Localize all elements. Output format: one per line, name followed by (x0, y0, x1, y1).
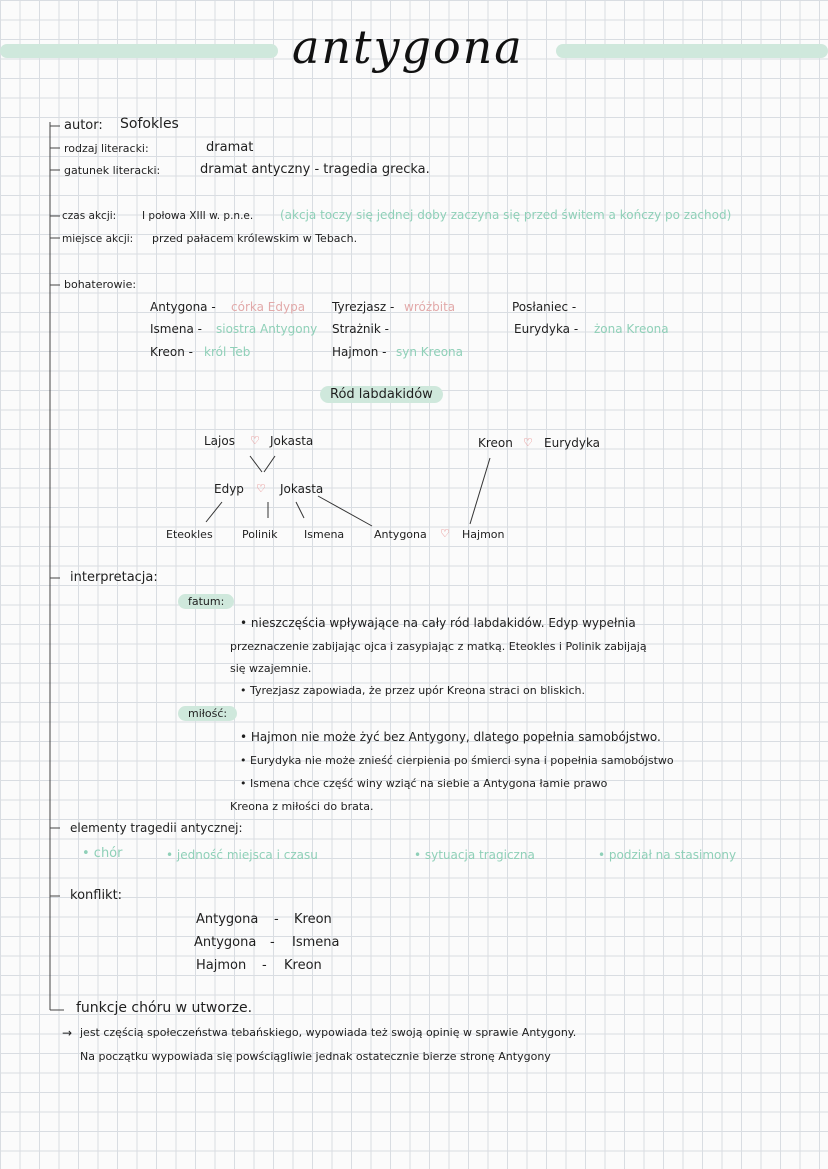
bohaterowie-label: bohaterowie: (64, 278, 137, 291)
fatum-line: przeznaczenie zabijając ojca i zasypiając z matką. Eteokles i Polinik zabijają (230, 640, 647, 653)
character-name: Hajmon - (332, 345, 387, 359)
fatum-line: się wzajemnie. (230, 662, 312, 675)
miejsce-label: miejsce akcji: (62, 233, 134, 245)
character-name: Kreon - (150, 345, 194, 359)
tree-polinik: Polinik (242, 528, 278, 541)
elementy-label: elementy tragedii antycznej: (70, 821, 243, 835)
character-name: Eurydyka - (514, 322, 579, 336)
elementy-item: • sytuacja tragiczna (414, 848, 535, 862)
fatum-label: fatum: (178, 594, 234, 609)
tree-antygona: Antygona (374, 528, 427, 541)
tree-hajmon: Hajmon (462, 528, 505, 541)
konflikt-right: Kreon (294, 912, 332, 927)
czas-label: czas akcji: (62, 210, 117, 222)
milosc-line: Kreona z miłości do brata. (230, 800, 374, 813)
character-desc: żona Kreona (594, 322, 669, 336)
konflikt-dash: - (270, 935, 275, 950)
tree-eteokles: Eteokles (166, 528, 213, 541)
milosc-line: • Ismena chce część winy wziąć na siebie a Antygona łamie prawo (240, 777, 608, 790)
tree-lajos: Lajos (204, 434, 235, 448)
elementy-item: • jedność miejsca i czasu (166, 848, 318, 862)
fatum-line: • nieszczęścia wpływające na cały ród labdakidów. Edyp wypełnia (240, 616, 636, 630)
konflikt-right: Ismena (292, 935, 340, 950)
character-desc: syn Kreona (396, 345, 463, 359)
milosc-line: • Eurydyka nie może znieść cierpienia po śmierci syna i popełnia samobójstwo (240, 754, 674, 767)
konflikt-left: Hajmon (196, 958, 247, 973)
character-name: Tyrezjasz - (332, 300, 395, 314)
fatum-line: • Tyrezjasz zapowiada, że przez upór Kreona straci on bliskich. (240, 684, 585, 697)
tree-edyp: Edyp (214, 482, 244, 496)
rod-title: Ród labdakidów (320, 386, 443, 403)
miejsce-value: przed pałacem królewskim w Tebach. (152, 232, 358, 245)
elementy-item: • chór (82, 846, 123, 861)
gatunek-value: dramat antyczny - tragedia grecka. (200, 162, 430, 177)
tree-jokasta-2: Jokasta (280, 482, 324, 496)
milosc-line: • Hajmon nie może żyć bez Antygony, dlatego popełnia samobójstwo. (240, 730, 661, 744)
interpretacja-label: interpretacja: (70, 570, 158, 585)
konflikt-label: konflikt: (70, 888, 123, 903)
czas-note: (akcja toczy się jednej doby zaczyna się przed świtem a kończy po zachod) (280, 208, 732, 222)
gatunek-label: gatunek literacki: (64, 164, 161, 177)
funkcje-label: funkcje chóru w utworze. (76, 1000, 253, 1016)
character-name: Posłaniec - (512, 300, 577, 314)
character-name: Ismena - (150, 322, 202, 336)
character-name: Antygona - (150, 300, 216, 314)
character-desc: siostra Antygony (216, 322, 318, 336)
tree-kreon: Kreon (478, 436, 513, 450)
page-title: antygona (292, 20, 524, 74)
konflikt-dash: - (262, 958, 267, 973)
konflikt-right: Kreon (284, 958, 322, 973)
konflikt-dash: - (274, 912, 279, 927)
rodzaj-value: dramat (206, 140, 254, 155)
elementy-item: • podział na stasimony (598, 848, 737, 862)
heart-icon: ♡ (523, 436, 533, 449)
autor-label: autor: (64, 118, 103, 133)
character-desc: król Teb (204, 345, 251, 359)
funkcje-line-1: jest częścią społeczeństwa tebańskiego, wypowiada też swoją opinię w sprawie Antygony. (80, 1026, 577, 1039)
heart-icon: ♡ (440, 527, 450, 540)
autor-value: Sofokles (120, 116, 179, 132)
tree-ismena: Ismena (304, 528, 345, 541)
konflikt-left: Antygona (194, 935, 257, 950)
character-name: Strażnik - (332, 322, 389, 336)
milosc-label: miłość: (178, 706, 237, 721)
tree-eurydyka: Eurydyka (544, 436, 601, 450)
funkcje-line-2: Na początku wypowiada się powściągliwie jednak ostatecznie bierze stronę Antygony (80, 1050, 551, 1063)
konflikt-left: Antygona (196, 912, 259, 927)
czas-value: I połowa XIII w. p.n.e. (142, 210, 254, 222)
rodzaj-label: rodzaj literacki: (64, 142, 149, 155)
character-desc: córka Edypa (231, 300, 306, 314)
arrow-icon: → (62, 1026, 73, 1040)
tree-jokasta-1: Jokasta (270, 434, 314, 448)
heart-icon: ♡ (256, 482, 266, 495)
character-desc: wróżbita (404, 300, 456, 314)
heart-icon: ♡ (250, 434, 260, 447)
